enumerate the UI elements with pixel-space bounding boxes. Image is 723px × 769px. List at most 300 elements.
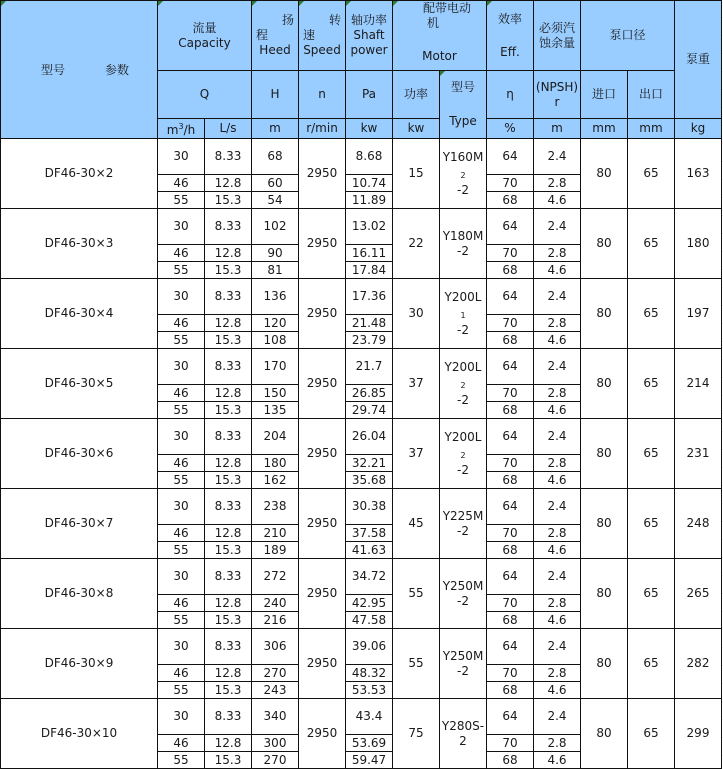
q-ls-cell[interactable]: 15.3: [205, 752, 252, 769]
q-m3h-cell[interactable]: 55: [158, 192, 205, 209]
power-en-1: Shaft: [353, 28, 385, 42]
table-row: [1, 209, 722, 245]
q-ls-cell[interactable]: 15.3: [205, 682, 252, 699]
model-cell[interactable]: DF46-30×4: [1, 279, 158, 349]
npsh-cell[interactable]: 4.6: [534, 612, 581, 629]
shaft-power-cell[interactable]: 30.38: [346, 489, 393, 525]
table-row: [1, 629, 722, 665]
q-ls-cell[interactable]: 8.33: [205, 209, 252, 245]
table-row: [1, 349, 722, 385]
motor-header[interactable]: [393, 1, 487, 71]
eff-cell[interactable]: 64: [487, 209, 534, 245]
shaft-power-cell[interactable]: 11.89: [346, 192, 393, 209]
speed-cell[interactable]: 2950: [299, 419, 346, 489]
shaft-power-cell[interactable]: 59.47: [346, 752, 393, 769]
q-m3h-cell[interactable]: 30: [158, 139, 205, 175]
q-ls-cell[interactable]: 12.8: [205, 665, 252, 682]
inlet-label[interactable]: 进口: [581, 71, 628, 119]
npsh-cell[interactable]: 4.6: [534, 542, 581, 559]
weight-cell[interactable]: 299: [675, 699, 722, 769]
weight-cell[interactable]: 197: [675, 279, 722, 349]
inlet-cell[interactable]: 80: [581, 139, 628, 209]
inlet-cell[interactable]: 80: [581, 419, 628, 489]
weight-cn: 泵重: [685, 52, 710, 66]
speed-cell[interactable]: 2950: [299, 349, 346, 419]
motor-type-line-1: Y200L $_2$: [444, 429, 482, 460]
motor-kw-cell[interactable]: 55: [393, 559, 440, 629]
shaft-power-cell[interactable]: 8.68: [346, 139, 393, 175]
q-m3h-cell[interactable]: 55: [158, 752, 205, 769]
head-cell[interactable]: 238: [252, 489, 299, 525]
eff-en: Eff.: [500, 44, 520, 59]
eff-cell[interactable]: 64: [487, 559, 534, 595]
q-m3h-cell[interactable]: 55: [158, 262, 205, 279]
inlet-cell[interactable]: 80: [581, 209, 628, 279]
q-m3h-cell[interactable]: 55: [158, 682, 205, 699]
outlet-cell[interactable]: 65: [628, 139, 675, 209]
q-m3h-cell[interactable]: 46: [158, 315, 205, 332]
motor-kw-cell[interactable]: 55: [393, 629, 440, 699]
head-cell[interactable]: 306: [252, 629, 299, 665]
model-cell[interactable]: DF46-30×3: [1, 209, 158, 279]
table-row: [1, 139, 722, 175]
q-ls-cell[interactable]: 15.3: [205, 542, 252, 559]
shaft-power-cell[interactable]: 42.95: [346, 595, 393, 612]
npsh-cell[interactable]: 4.6: [534, 262, 581, 279]
head-cell[interactable]: 189: [252, 542, 299, 559]
motor-en: Motor: [422, 49, 457, 63]
eff-cell[interactable]: 70: [487, 665, 534, 682]
npsh-cell[interactable]: 2.4: [534, 139, 581, 175]
q-ls-cell[interactable]: 15.3: [205, 332, 252, 349]
inlet-cell[interactable]: 80: [581, 699, 628, 769]
unit-eff[interactable]: %: [487, 119, 534, 139]
eff-cell[interactable]: 70: [487, 525, 534, 542]
unit-inlet[interactable]: mm: [581, 119, 628, 139]
q-ls-cell[interactable]: 8.33: [205, 419, 252, 455]
eff-cell[interactable]: 68: [487, 542, 534, 559]
npsh-cell[interactable]: 2.8: [534, 385, 581, 402]
pump-bore-header[interactable]: [581, 1, 675, 71]
shaft-power-cell[interactable]: 48.32: [346, 665, 393, 682]
eff-cell[interactable]: 70: [487, 735, 534, 752]
unit-weight[interactable]: kg: [675, 119, 722, 139]
motor-type-line-2: -2: [457, 663, 469, 678]
motor-kw-cell[interactable]: 22: [393, 209, 440, 279]
q-m3h-cell[interactable]: 30: [158, 419, 205, 455]
motor-kw-cell[interactable]: 37: [393, 349, 440, 419]
motor-type-line-2: $_2$ -2: [457, 170, 469, 197]
eff-cn: 效率: [497, 11, 522, 26]
unit-n[interactable]: r/min: [299, 119, 346, 139]
outlet-cell[interactable]: 65: [628, 419, 675, 489]
head-cn-1: 扬: [281, 13, 294, 27]
head-cell[interactable]: 300: [252, 735, 299, 752]
weight-cell[interactable]: 231: [675, 419, 722, 489]
q-m3h-cell[interactable]: 46: [158, 175, 205, 192]
q-ls-cell[interactable]: 12.8: [205, 175, 252, 192]
q-ls-cell[interactable]: 8.33: [205, 489, 252, 525]
outlet-cell[interactable]: 65: [628, 279, 675, 349]
npsh-cell[interactable]: 2.4: [534, 349, 581, 385]
head-cell[interactable]: 90: [252, 245, 299, 262]
unit-sup-3: 3: [178, 122, 184, 131]
eff-cell[interactable]: 64: [487, 489, 534, 525]
q-ls-cell[interactable]: 15.3: [205, 402, 252, 419]
motor-type-cell[interactable]: [440, 139, 487, 209]
q-ls-cell[interactable]: 15.3: [205, 472, 252, 489]
npsh-header[interactable]: [534, 1, 581, 71]
motor-type-cn: 型号: [450, 80, 475, 94]
motor-type-cell[interactable]: [440, 629, 487, 699]
q-ls-cell[interactable]: 8.33: [205, 629, 252, 665]
npsh-cell[interactable]: 2.4: [534, 559, 581, 595]
motor-kw-cell[interactable]: 45: [393, 489, 440, 559]
shaft-power-cell[interactable]: 37.58: [346, 525, 393, 542]
model-cell[interactable]: DF46-30×6: [1, 419, 158, 489]
q-ls-cell[interactable]: 12.8: [205, 385, 252, 402]
capacity-header[interactable]: [158, 1, 252, 71]
q-m3h-cell[interactable]: 46: [158, 595, 205, 612]
shaft-power-header[interactable]: [346, 1, 393, 71]
motor-kw-cell[interactable]: 75: [393, 699, 440, 769]
npsh-cell[interactable]: 2.4: [534, 489, 581, 525]
shaft-power-cell[interactable]: 43.4: [346, 699, 393, 735]
motor-type-line-1: Y250M: [442, 578, 484, 593]
q-ls-cell[interactable]: 12.8: [205, 595, 252, 612]
model-params-header[interactable]: [1, 1, 158, 139]
npsh-cell[interactable]: 2.8: [534, 595, 581, 612]
eff-cell[interactable]: 68: [487, 332, 534, 349]
q-ls-cell[interactable]: 8.33: [205, 139, 252, 175]
npsh-cell[interactable]: 2.4: [534, 629, 581, 665]
shaft-power-cell[interactable]: 29.74: [346, 402, 393, 419]
head-header[interactable]: [252, 1, 299, 71]
q-m3h-cell[interactable]: 46: [158, 455, 205, 472]
model-cell[interactable]: DF46-30×7: [1, 489, 158, 559]
motor-type-cell[interactable]: [440, 349, 487, 419]
motor-type-line-2: -2: [457, 593, 469, 608]
motor-cn-1: 配带电动: [423, 1, 472, 15]
head-cell[interactable]: 270: [252, 752, 299, 769]
q-m3h-cell[interactable]: 30: [158, 349, 205, 385]
table-row: [1, 419, 722, 455]
unit-m: m: [166, 123, 179, 137]
head-cell[interactable]: 81: [252, 262, 299, 279]
head-cell[interactable]: 240: [252, 595, 299, 612]
q-m3h-cell[interactable]: 46: [158, 525, 205, 542]
speed-header[interactable]: [299, 1, 346, 71]
q-ls-cell[interactable]: 8.33: [205, 279, 252, 315]
motor-type-line-1: Y200L $_1$: [444, 289, 482, 320]
npsh-cell[interactable]: 4.6: [534, 682, 581, 699]
outlet-cell[interactable]: 65: [628, 349, 675, 419]
motor-type-cell[interactable]: [440, 699, 487, 769]
model-cell[interactable]: DF46-30×2: [1, 139, 158, 209]
motor-type-line-2: -2: [457, 392, 469, 407]
shaft-power-cell[interactable]: 17.84: [346, 262, 393, 279]
q-ls-cell[interactable]: 8.33: [205, 349, 252, 385]
inlet-cell[interactable]: 80: [581, 559, 628, 629]
shaft-power-cell[interactable]: 53.53: [346, 682, 393, 699]
capacity-en: Capacity: [178, 35, 231, 50]
unit-npsh[interactable]: m: [534, 119, 581, 139]
eff-cell[interactable]: 70: [487, 245, 534, 262]
shaft-power-cell[interactable]: 23.79: [346, 332, 393, 349]
head-cell[interactable]: 204: [252, 419, 299, 455]
npsh-cell[interactable]: 2.4: [534, 209, 581, 245]
inlet-cell[interactable]: 80: [581, 279, 628, 349]
q-ls-cell[interactable]: 12.8: [205, 455, 252, 472]
npsh-cell[interactable]: 2.8: [534, 455, 581, 472]
motor-type-cell[interactable]: [440, 279, 487, 349]
shaft-power-cell[interactable]: 34.72: [346, 559, 393, 595]
head-cell[interactable]: 340: [252, 699, 299, 735]
speed-cn-2: 速: [303, 28, 316, 42]
table-row: [1, 279, 722, 315]
head-cn-2: 程: [256, 28, 269, 42]
model-cell[interactable]: DF46-30×8: [1, 559, 158, 629]
q-ls-cell[interactable]: 15.3: [205, 262, 252, 279]
model-cell[interactable]: DF46-30×9: [1, 629, 158, 699]
shaft-power-cell[interactable]: 13.02: [346, 209, 393, 245]
weight-cell[interactable]: 180: [675, 209, 722, 279]
eff-cell[interactable]: 64: [487, 419, 534, 455]
q-m3h-cell[interactable]: 46: [158, 735, 205, 752]
unit-pa[interactable]: kw: [346, 119, 393, 139]
head-cell[interactable]: 102: [252, 209, 299, 245]
shaft-power-cell[interactable]: 10.74: [346, 175, 393, 192]
npsh-cell[interactable]: 2.4: [534, 419, 581, 455]
eff-cell[interactable]: 68: [487, 402, 534, 419]
motor-power-label[interactable]: 功率: [393, 71, 440, 119]
outlet-cell[interactable]: 65: [628, 699, 675, 769]
motor-type-line-2: 2: [459, 733, 467, 748]
npsh-cn-1: 必须汽: [538, 20, 575, 35]
shaft-power-cell[interactable]: 32.21: [346, 455, 393, 472]
head-cell[interactable]: 60: [252, 175, 299, 192]
speed-cell[interactable]: 2950: [299, 139, 346, 209]
q-ls-cell[interactable]: 12.8: [205, 245, 252, 262]
unit-motor-kw[interactable]: kw: [393, 119, 440, 139]
q-m3h-cell[interactable]: 30: [158, 629, 205, 665]
model-label: 型号: [41, 63, 66, 77]
power-cn: 轴功率: [350, 13, 387, 27]
motor-type-line-1: Y160M: [442, 149, 484, 164]
q-m3h-cell[interactable]: 30: [158, 209, 205, 245]
head-cell[interactable]: 243: [252, 682, 299, 699]
q-symbol[interactable]: Q: [158, 71, 252, 119]
head-cell[interactable]: 162: [252, 472, 299, 489]
eff-cell[interactable]: 68: [487, 192, 534, 209]
npsh-cell[interactable]: 2.8: [534, 245, 581, 262]
npsh-cell[interactable]: 2.8: [534, 525, 581, 542]
motor-kw-cell[interactable]: 15: [393, 139, 440, 209]
eff-cell[interactable]: 68: [487, 262, 534, 279]
n-symbol[interactable]: n: [299, 71, 346, 119]
head-cell[interactable]: 108: [252, 332, 299, 349]
head-cell[interactable]: 170: [252, 349, 299, 385]
motor-type-header[interactable]: [440, 71, 487, 139]
motor-type-cell[interactable]: [440, 419, 487, 489]
weight-cell[interactable]: 163: [675, 139, 722, 209]
params-label: 参数: [105, 63, 130, 77]
shaft-power-cell[interactable]: 21.7: [346, 349, 393, 385]
head-cell[interactable]: 54: [252, 192, 299, 209]
shaft-power-cell[interactable]: 26.04: [346, 419, 393, 455]
outlet-cell[interactable]: 65: [628, 629, 675, 699]
model-cell[interactable]: DF46-30×5: [1, 349, 158, 419]
eff-cell[interactable]: 70: [487, 595, 534, 612]
head-cell[interactable]: 68: [252, 139, 299, 175]
head-cell[interactable]: 120: [252, 315, 299, 332]
q-m3h-cell[interactable]: 55: [158, 472, 205, 489]
unit-q-m3h[interactable]: [158, 119, 205, 139]
q-ls-cell[interactable]: 15.3: [205, 612, 252, 629]
eff-cell[interactable]: 68: [487, 752, 534, 769]
head-en: Heed: [259, 43, 291, 57]
motor-cn-2: 机: [427, 16, 440, 30]
eff-cell[interactable]: 70: [487, 385, 534, 402]
eff-cell[interactable]: 64: [487, 279, 534, 315]
head-cell[interactable]: 150: [252, 385, 299, 402]
table-row: [1, 559, 722, 595]
inlet-cell[interactable]: 80: [581, 629, 628, 699]
efficiency-header[interactable]: [487, 1, 534, 71]
eta-symbol[interactable]: η: [487, 71, 534, 119]
speed-cell[interactable]: 2950: [299, 629, 346, 699]
npsh-cell[interactable]: 2.8: [534, 735, 581, 752]
q-m3h-cell[interactable]: 55: [158, 332, 205, 349]
shaft-power-cell[interactable]: 21.48: [346, 315, 393, 332]
speed-cell[interactable]: 2950: [299, 489, 346, 559]
outlet-cell[interactable]: 65: [628, 209, 675, 279]
weight-cell[interactable]: 282: [675, 629, 722, 699]
q-m3h-cell[interactable]: 30: [158, 559, 205, 595]
q-ls-cell[interactable]: 12.8: [205, 525, 252, 542]
table-row: [1, 489, 722, 525]
npsh-cell[interactable]: 4.6: [534, 192, 581, 209]
motor-kw-cell[interactable]: 30: [393, 279, 440, 349]
q-m3h-cell[interactable]: 46: [158, 665, 205, 682]
shaft-power-cell[interactable]: 41.63: [346, 542, 393, 559]
weight-cell[interactable]: 265: [675, 559, 722, 629]
eff-cell[interactable]: 70: [487, 455, 534, 472]
shaft-power-cell[interactable]: 53.69: [346, 735, 393, 752]
shaft-power-cell[interactable]: 47.58: [346, 612, 393, 629]
q-m3h-cell[interactable]: 30: [158, 489, 205, 525]
q-ls-cell[interactable]: 8.33: [205, 699, 252, 735]
speed-cell[interactable]: 2950: [299, 209, 346, 279]
shaft-power-cell[interactable]: 17.36: [346, 279, 393, 315]
model-cell[interactable]: DF46-30×10: [1, 699, 158, 769]
q-m3h-cell[interactable]: 30: [158, 279, 205, 315]
eff-cell[interactable]: 68: [487, 612, 534, 629]
q-ls-cell[interactable]: 12.8: [205, 315, 252, 332]
motor-type-cell[interactable]: [440, 489, 487, 559]
npsh-cell[interactable]: 4.6: [534, 472, 581, 489]
q-ls-cell[interactable]: 15.3: [205, 192, 252, 209]
unit-q-ls[interactable]: L/s: [205, 119, 252, 139]
outlet-cell[interactable]: 65: [628, 489, 675, 559]
head-cell[interactable]: 216: [252, 612, 299, 629]
unit-h[interactable]: m: [252, 119, 299, 139]
npsh-cell[interactable]: 4.6: [534, 752, 581, 769]
motor-kw-cell[interactable]: 37: [393, 419, 440, 489]
eff-cell[interactable]: 64: [487, 699, 534, 735]
npsh-cell[interactable]: 4.6: [534, 402, 581, 419]
weight-cell[interactable]: 214: [675, 349, 722, 419]
shaft-power-cell[interactable]: 39.06: [346, 629, 393, 665]
q-m3h-cell[interactable]: 55: [158, 402, 205, 419]
shaft-power-cell[interactable]: 26.85: [346, 385, 393, 402]
q-m3h-cell[interactable]: 30: [158, 699, 205, 735]
q-ls-cell[interactable]: 12.8: [205, 735, 252, 752]
q-m3h-cell[interactable]: 46: [158, 245, 205, 262]
eff-cell[interactable]: 64: [487, 629, 534, 665]
npsh-cell[interactable]: 2.8: [534, 315, 581, 332]
head-cell[interactable]: 272: [252, 559, 299, 595]
outlet-cell[interactable]: 65: [628, 559, 675, 629]
power-en-2: power: [350, 43, 388, 57]
bore-cn: 泵口径: [609, 28, 646, 42]
q-m3h-cell[interactable]: 46: [158, 385, 205, 402]
shaft-power-cell[interactable]: 16.11: [346, 245, 393, 262]
npsh-cell[interactable]: 4.6: [534, 332, 581, 349]
q-ls-cell[interactable]: 8.33: [205, 559, 252, 595]
table-row: [1, 699, 722, 735]
weight-cell[interactable]: 248: [675, 489, 722, 559]
capacity-cn: 流量: [192, 20, 217, 35]
npsh-symbol[interactable]: [534, 71, 581, 119]
head-cell[interactable]: 270: [252, 665, 299, 682]
unit-outlet[interactable]: mm: [628, 119, 675, 139]
eff-cell[interactable]: 68: [487, 682, 534, 699]
h-symbol[interactable]: H: [252, 71, 299, 119]
eff-cell[interactable]: 64: [487, 349, 534, 385]
eff-cell[interactable]: 64: [487, 139, 534, 175]
speed-cell[interactable]: 2950: [299, 699, 346, 769]
pa-symbol[interactable]: Pa: [346, 71, 393, 119]
eff-cell[interactable]: 70: [487, 175, 534, 192]
q-m3h-cell[interactable]: 55: [158, 612, 205, 629]
head-cell[interactable]: 135: [252, 402, 299, 419]
inlet-cell[interactable]: 80: [581, 489, 628, 559]
q-m3h-cell[interactable]: 55: [158, 542, 205, 559]
npsh-cell[interactable]: 2.8: [534, 665, 581, 682]
motor-type-en: Type: [449, 114, 477, 128]
npsh-cell[interactable]: 2.4: [534, 699, 581, 735]
motor-type-line-2: -2: [457, 462, 469, 477]
motor-type-cell[interactable]: [440, 209, 487, 279]
motor-type-cell[interactable]: [440, 559, 487, 629]
npsh-cell[interactable]: 2.4: [534, 279, 581, 315]
pump-weight-header[interactable]: [675, 1, 722, 119]
outlet-label[interactable]: 出口: [628, 71, 675, 119]
eff-cell[interactable]: 68: [487, 472, 534, 489]
head-cell[interactable]: 136: [252, 279, 299, 315]
head-cell[interactable]: 180: [252, 455, 299, 472]
inlet-cell[interactable]: 80: [581, 349, 628, 419]
speed-cell[interactable]: 2950: [299, 279, 346, 349]
motor-type-line-1: Y180M: [442, 228, 484, 243]
eff-cell[interactable]: 70: [487, 315, 534, 332]
shaft-power-cell[interactable]: 35.68: [346, 472, 393, 489]
speed-cell[interactable]: 2950: [299, 559, 346, 629]
head-cell[interactable]: 210: [252, 525, 299, 542]
motor-type-line-1: Y200L $_2$: [444, 359, 482, 390]
npsh-cell[interactable]: 2.8: [534, 175, 581, 192]
